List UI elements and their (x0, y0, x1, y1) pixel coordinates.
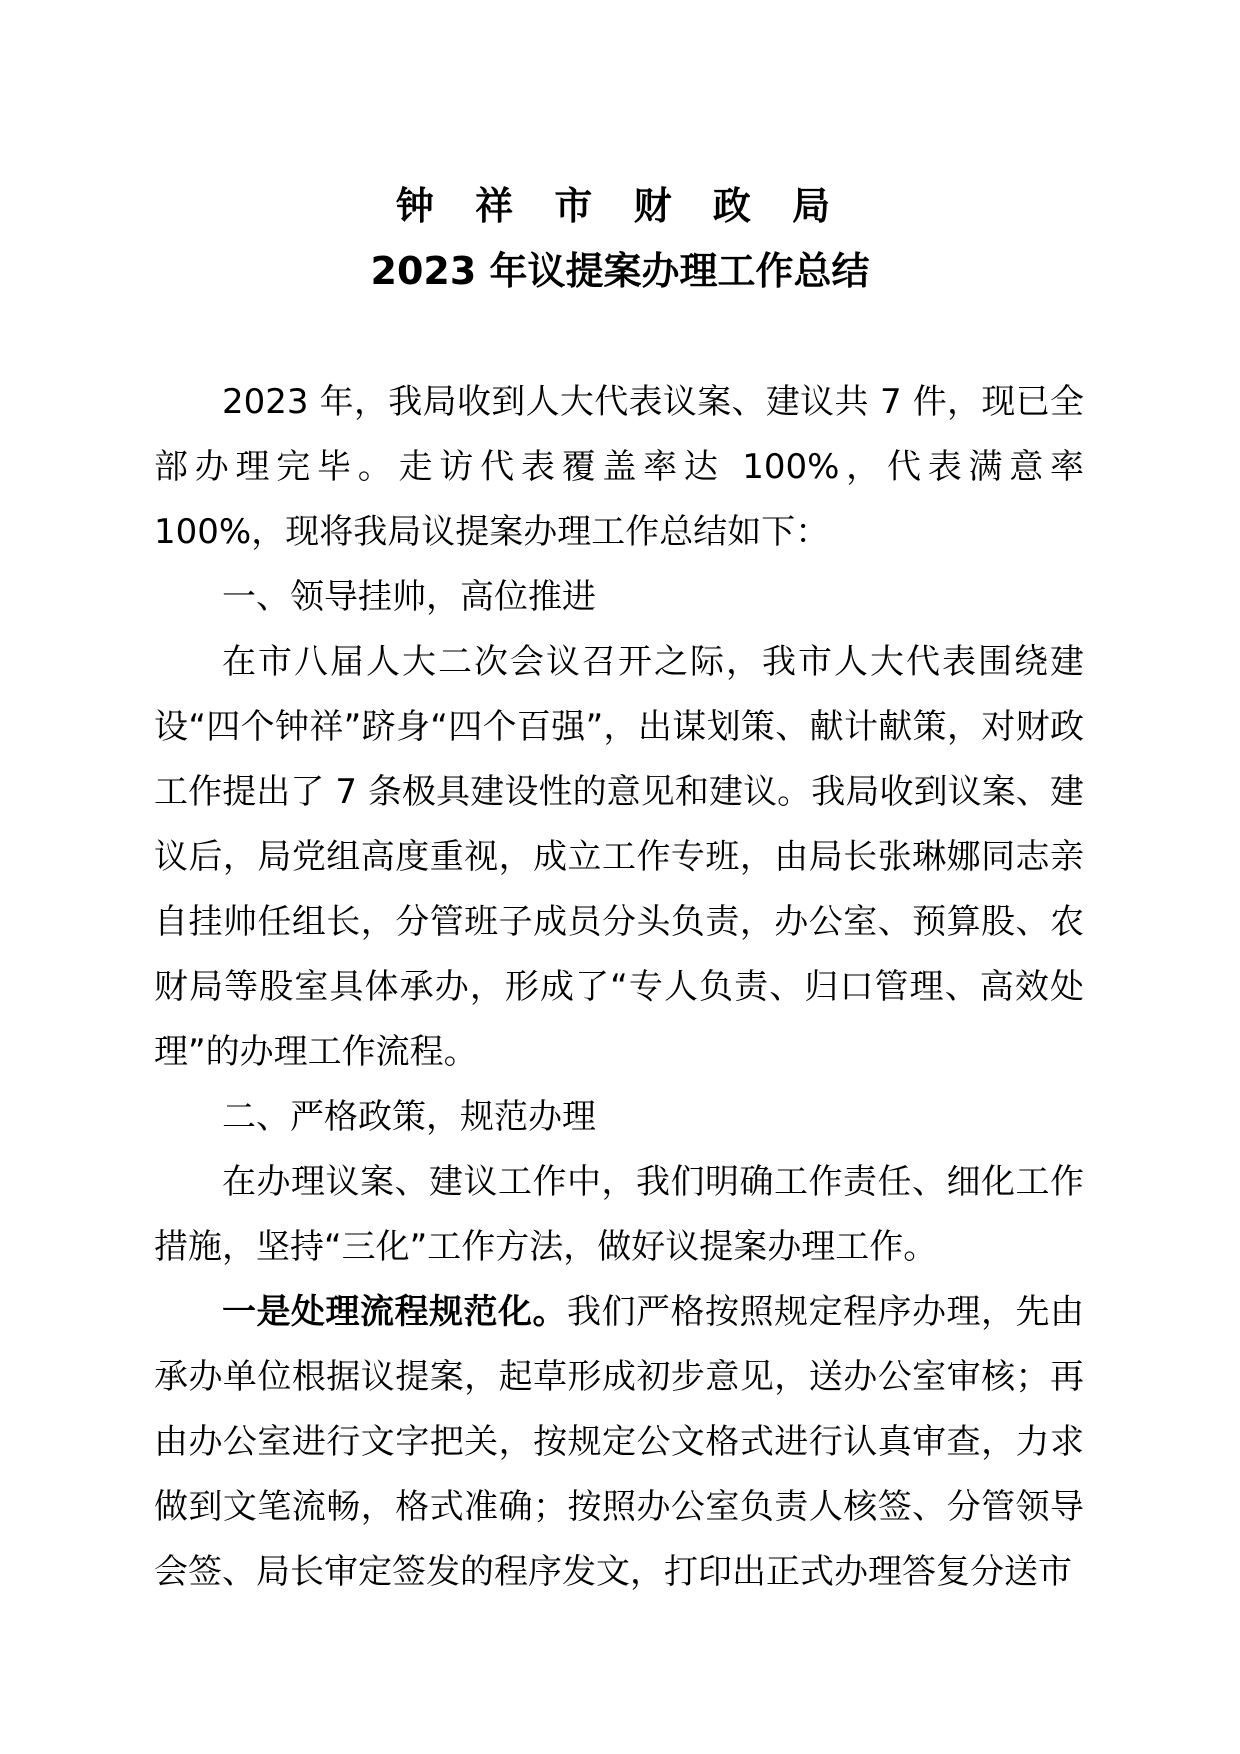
point-1-lead: 一是处理流程规范化。 (222, 1292, 567, 1332)
section-heading-1: 一、领导挂帅，高位推进 (222, 577, 596, 617)
section-heading-2: 二、严格政策，规范办理 (222, 1097, 596, 1137)
point-1-text: 我们严格按照规定程序办理，先由承办单位根据议提案，起草形成初步意见，送办公室审核；再由办公室进行文字把关，按规定公文格式进行认真审查，力求做到文笔流畅，格式准确；按照办公室负责人核签、分管领导会签、局长审定签发的程序发文，打印出正式办理答复分送市 (154, 1292, 1084, 1592)
intro-paragraph: 2023 年，我局收到人大代表议案、建议共 7 件，现已全部办理完毕。走访代表覆盖率达 100%，代表满意率 100%，现将我局议提案办理工作总结如下： (154, 382, 1084, 552)
document-title-org: 钟 祥 市 财 政 局 (395, 184, 845, 228)
section-2-paragraph: 在办理议案、建议工作中，我们明确工作责任、细化工作措施，坚持“三化”工作方法，做好议提案办理工作。 (154, 1162, 1084, 1267)
point-1-paragraph (154, 1280, 1084, 1605)
section-1-paragraph: 在市八届人大二次会议召开之际，我市人大代表围绕建设“四个钟祥”跻身“四个百强”，出谋划策、献计献策，对财政工作提出了 7 条极具建设性的意见和建议。我局收到议案、建议后，局党组高度重视，成立工作专班，由局长张琳娜同志亲自挂帅任组长，分管班子成员分头负责，办公室、预算股、农财局等股室具体承办，形成了“专人负责、归口管理、高效处理”的办理工作流程。 (154, 642, 1084, 1072)
document-body (154, 370, 1084, 1605)
document-title: 2023 年议提案办理工作总结 (370, 249, 870, 293)
